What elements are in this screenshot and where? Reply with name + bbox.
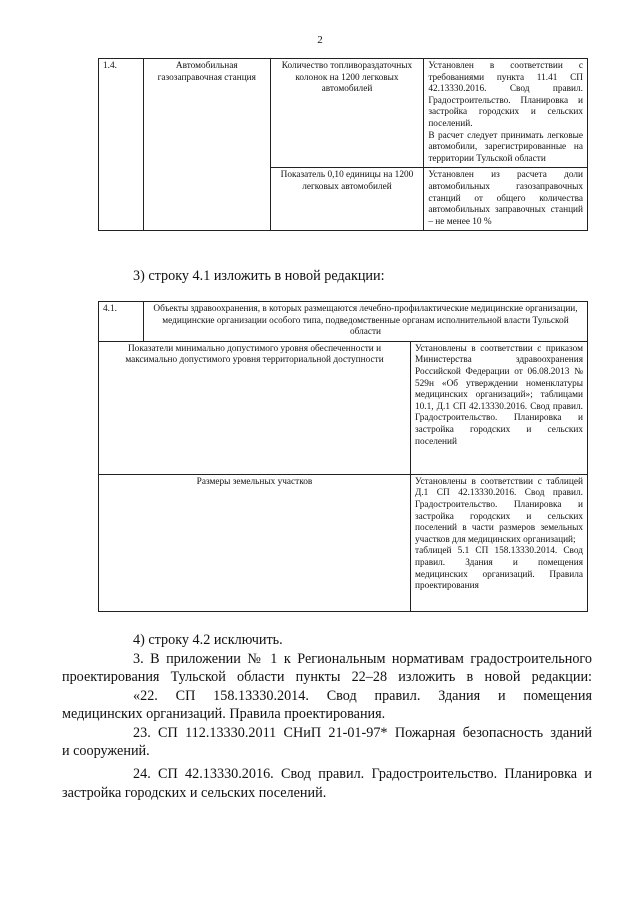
basis-cell [411, 341, 588, 474]
indicator-cell: Показатели минимально допустимого уровня обеспеченности и максимально допустимого уровня территориальной доступности [99, 341, 411, 474]
table-row [99, 59, 588, 168]
header-cell: Объекты здравоохранения, в которых размещаются лечебно-профилактические медицинские организации, медицинские организации особого типа, подведомственные органам исполнительной власти Тульской области [144, 302, 588, 342]
paragraph-8-line2: застройка городских и сельских поселений. [62, 785, 327, 801]
basis-text: Установлены в соответствии с таблицей Д.1 СП 42.13330.2016. Свод правил. Градостроительство. Планировка и застройка городских и сельских поселений в части размеров земельных участков для медицинских организаций; [415, 476, 583, 545]
paragraph-6-line2: медицинских организаций. Правила проектирования. [62, 706, 386, 722]
table-row [99, 341, 588, 474]
table-healthcare [98, 301, 588, 612]
basis-text: Установлен в соответствии с требованиями пункта 11.41 СП 42.13330.2016. Свод правил. Градостроительство. Планировка и застройка городских и сельских поселений. [428, 61, 583, 129]
paragraph-4: 4) строку 4.2 исключить. [133, 632, 283, 648]
paragraph-8-line1: 24. СП 42.13330.2016. Свод правил. Градостроительство. Планировка и [133, 766, 592, 782]
table-row [99, 302, 588, 342]
basis-text: Установлен из расчета доли автомобильных газозаправочных станций от общего количества автомобильных заправочных станций – не менее 10 % [428, 170, 583, 227]
basis-cell [411, 474, 588, 611]
row-number-cell: 1.4. [99, 59, 144, 231]
paragraph-3: 3) строку 4.1 изложить в новой редакции: [133, 268, 385, 284]
indicator-cell: Показатель 0,10 единицы на 1200 легковых автомобилей [270, 168, 424, 231]
row-number-cell: 4.1. [99, 302, 144, 342]
basis-cell [424, 168, 588, 231]
paragraph-5-line1: 3. В приложении № 1 к Региональным нормативам градостроительного [133, 651, 592, 667]
paragraph-7-line2: и сооружений. [62, 743, 150, 759]
paragraph-5-line2: проектирования Тульской области пункты 22–28 изложить в новой редакции: [62, 669, 592, 685]
page-number: 2 [317, 34, 323, 46]
basis-cell [424, 59, 588, 168]
paragraph-6-line1: «22. СП 158.13330.2014. Свод правил. Здания и помещения [133, 688, 592, 704]
basis-text: таблицей 5.1 СП 158.13330.2014. Свод правил. Здания и помещения медицинских организаций. Правила проектирования [415, 546, 583, 592]
indicator-cell: Количество топливораздаточных колонок на 1200 легковых автомобилей [270, 59, 424, 168]
basis-text: В расчет следует принимать легковые автомобили, зарегистрированные на территории Тульской области [428, 130, 583, 164]
table-gas-station [98, 58, 588, 231]
indicator-cell: Размеры земельных участков [99, 474, 411, 611]
table-row [99, 474, 588, 611]
paragraph-7-line1: 23. СП 112.13330.2011 СНиП 21-01-97* Пожарная безопасность зданий [133, 725, 592, 741]
basis-text: Установлены в соответствии с приказом Министерства здравоохранения Российской Федерации от 06.08.2013 № 529н «Об утверждении номенклатуры медицинских организаций»; таблицами 10.1, Д.1 СП 42.13330.2016. Свод правил. Градостроительство. Планировка и застройка городских и сельских поселений [415, 343, 583, 447]
object-name-cell: Автомобильная газозаправочная станция [143, 59, 270, 231]
